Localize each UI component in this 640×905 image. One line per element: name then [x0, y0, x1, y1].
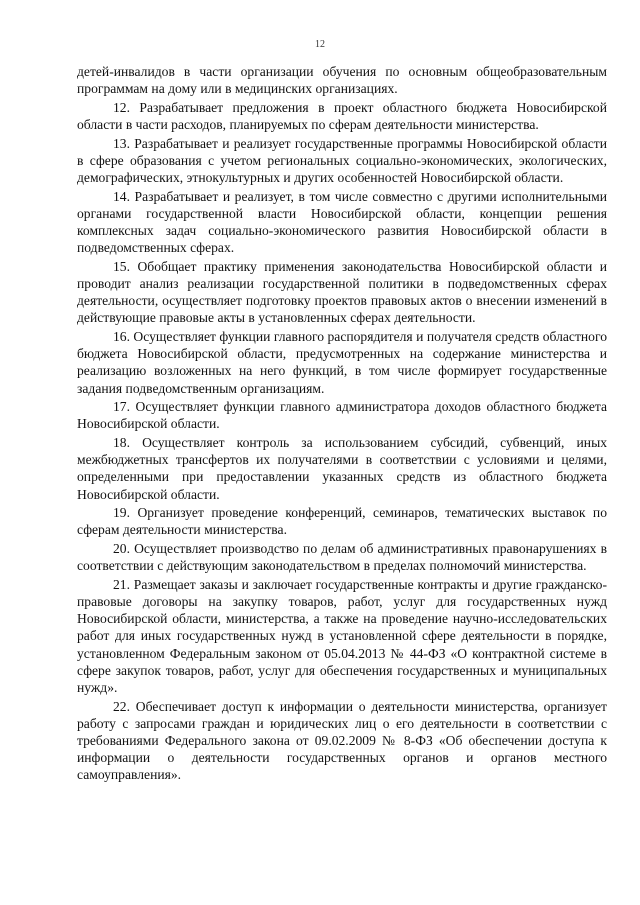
- paragraph-item-16: 16. Осуществляет функции главного распорядителя и получателя средств областного бюджета Новосибирской области, предусмотренных на содержание министерства и реализацию возложенных на него функций, в том числе формирует государственные задания подведомственным организациям.: [77, 329, 607, 396]
- paragraph-continuation: детей-инвалидов в части организации обучения по основным общеобразовательным программам на дому или в медицинских организациях.: [77, 64, 607, 97]
- paragraph-item-14: 14. Разрабатывает и реализует, в том числе совместно с другими исполнительными органами государственной власти Новосибирской области, концепции решения комплексных задач социально-экономического развития Новосибирской области в подведомственных сферах.: [77, 188, 607, 256]
- paragraph-item-19: 19. Организует проведение конференций, семинаров, тематических выставок по сферам деятельности министерства.: [77, 505, 607, 538]
- paragraph-item-20: 20. Осуществляет производство по делам об административных правонарушениях в соответствии с действующим законодательством в пределах полномочий министерства.: [77, 541, 607, 574]
- paragraph-item-17: 17. Осуществляет функции главного администратора доходов областного бюджета Новосибирской области.: [77, 399, 607, 432]
- paragraph-item-22: 22. Обеспечивает доступ к информации о деятельности министерства, организует работу с запросами граждан и юридических лиц о его деятельности в соответствии с требованиями Федерального закона от 09.02.2009 № 8-ФЗ «Об обеспечении доступа к информации о деятельности государственных органов и органов местного самоуправления».: [77, 698, 607, 783]
- document-body: [77, 63, 607, 785]
- paragraph-item-12: 12. Разрабатывает предложения в проект областного бюджета Новосибирской области в части расходов, планируемых по сферам деятельности министерства.: [77, 99, 607, 132]
- paragraph-item-13: 13. Разрабатывает и реализует государственные программы Новосибирской области в сфере образования с учетом региональных социально-экономических, экологических, демографических, этнокультурных и других особенностей Новосибирской области.: [77, 135, 607, 185]
- paragraph-item-18: 18. Осуществляет контроль за использованием субсидий, субвенций, иных межбюджетных трансфертов их получателями в соответствии с условиями и целями, определенными при предоставлении указанных средств из областного бюджета Новосибирской области.: [77, 435, 607, 502]
- page-number: 12: [315, 39, 325, 50]
- paragraph-item-21: 21. Размещает заказы и заключает государственные контракты и другие гражданско-правовые договоры на закупку товаров, работ, услуг для государственных нужд Новосибирской области, министерства, а также на проведение научно-исследовательских работ для иных государственных нужд в установленной сфере деятельности в порядке, установленном Федеральным законом от 05.04.2013 № 44-ФЗ «О контрактной системе в сфере закупок товаров, работ, услуг для обеспечения государственных и муниципальных нужд».: [77, 576, 607, 696]
- paragraph-item-15: 15. Обобщает практику применения законодательства Новосибирской области и проводит анализ реализации государственной политики в подведомственных сферах деятельности, осуществляет подготовку проектов правовых актов о внесении изменений в действующие правовые акты в установленных сферах деятельности.: [77, 258, 607, 326]
